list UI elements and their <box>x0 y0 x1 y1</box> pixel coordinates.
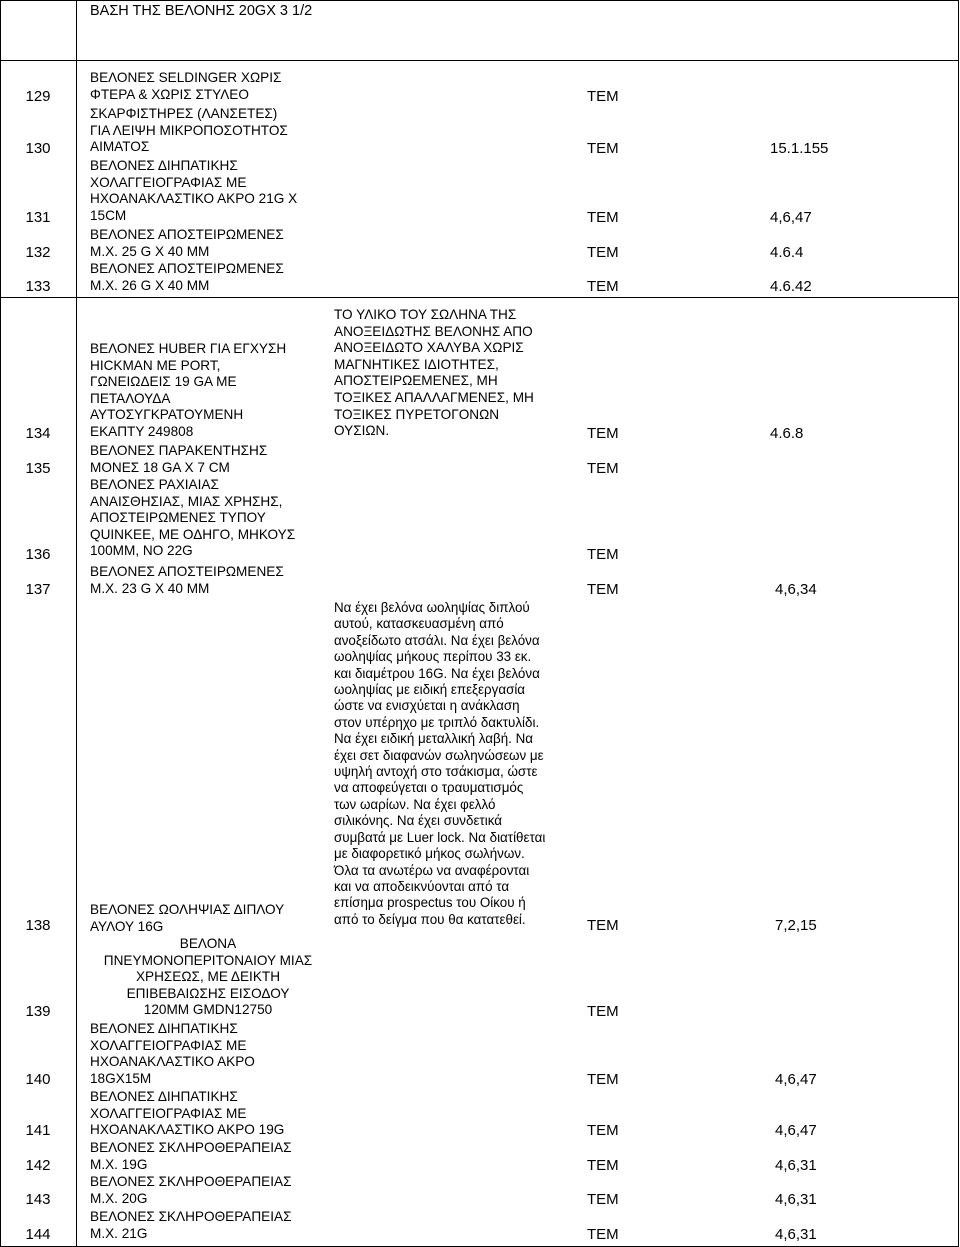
row-number: 134 <box>25 425 51 442</box>
column-divider <box>76 0 77 1247</box>
item-description: ΒΕΛΟΝΑ ΠΝΕΥΜΟΝΟΠΕΡΙΤΟΝΑΙΟΥ ΜΙΑΣ ΧΡΗΣΕΩΣ, ΜΕ ΔΕΙΚΤΗ ΕΠΙΒΕΒΑΙΩΣΗΣ ΕΙΣΟΔΟΥ 120ΜΜ GMDN12750 <box>103 936 313 1018</box>
item-description: ΒΕΛΟΝΕΣ ΣΚΛΗΡΟΘΕΡΑΠΕΙΑΣ Μ.Χ. 19G <box>90 1140 292 1172</box>
item-specification: ΤΟ ΥΛΙΚΟ ΤΟΥ ΣΩΛΗΝΑ ΤΗΣ ΑΝΟΞΕΙΔΩΤΗΣ ΒΕΛΟΝΗΣ ΑΠΟ ΑΝΟΞΕΙΔΩΤΟ ΧΑΛΥΒΑ ΧΩΡΙΣ ΜΑΓΝΗΤΙΚΕΣ ΙΔΙΟΤΗΤΕΣ, ΑΠΟΣΤΕΙΡΩΕΜΕΝΕΣ, ΜΗ ΤΟΞΙΚΕΣ ΑΠΑΛΛΑΓΜΕΝΕΣ, ΜΗ ΤΟΞΙΚΕΣ ΠΥΡΕΤΟΓΟΝΩΝ ΟΥΣΙΩΝ. <box>334 307 534 439</box>
row-number: 139 <box>25 1003 51 1020</box>
item-unit: ΤΕΜ <box>587 1003 619 1020</box>
item-code: 4.6.8 <box>770 425 804 442</box>
item-unit: ΤΕΜ <box>587 278 619 295</box>
row-number: 135 <box>25 460 51 477</box>
item-code: 4,6,34 <box>775 581 817 598</box>
row-number: 137 <box>25 581 51 598</box>
item-description: ΒΕΛΟΝΕΣ ΩΟΛΗΨΙΑΣ ΔΙΠΛΟΥ ΑΥΛΟΥ 16G <box>90 902 285 934</box>
item-unit: ΤΕΜ <box>587 244 619 261</box>
item-code: 4,6,31 <box>775 1226 817 1243</box>
row-border <box>0 297 959 298</box>
row-number: 136 <box>25 546 51 563</box>
item-unit: ΤΕΜ <box>587 425 619 442</box>
item-unit: ΤΕΜ <box>587 209 619 226</box>
item-description: ΒΕΛΟΝΕΣ ΡΑΧΙΑΙΑΣ ΑΝΑΙΣΘΗΣΙΑΣ, ΜΙΑΣ ΧΡΗΣΗΣ, ΑΠΟΣΤΕΙΡΩΜΕΝΕΣ ΤΥΠΟΥ QUINKEE, ΜΕ ΟΔΗΓΟ, ΜΗΚΟΥΣ 100ΜΜ, ΝΟ 22G <box>90 477 296 559</box>
item-code: 4,6,47 <box>775 1071 817 1088</box>
item-unit: ΤΕΜ <box>587 1191 619 1208</box>
item-unit: ΤΕΜ <box>587 581 619 598</box>
item-description: ΒΕΛΟΝΕΣ ΔΙΗΠΑΤΙΚΗΣ ΧΟΛΑΓΓΕΙΟΓΡΑΦΙΑΣ ΜΕ ΗΧΟΑΝΑΚΛΑΣΤΙΚΟ ΑΚΡΟ 21G Χ 15CM <box>90 158 298 223</box>
item-unit: ΤΕΜ <box>587 140 619 157</box>
row-number: 138 <box>25 917 51 934</box>
item-description: ΒΕΛΟΝΕΣ ΑΠΟΣΤΕΙΡΩΜΕΝΕΣ Μ.Χ. 26 G X 40 MM <box>90 261 284 293</box>
row-number: 142 <box>25 1157 51 1174</box>
item-code: 15.1.155 <box>770 140 829 157</box>
header-title: ΒΑΣΗ ΤΗΣ ΒΕΛΟΝΗΣ 20GX 3 1/2 <box>90 3 313 19</box>
item-description: ΒΕΛΟΝΕΣ HUBER ΓΙΑ ΕΓΧΥΣΗ HICKMAN ΜΕ PORT, ΓΩΝΕΙΩΔΕΙΣ 19 GA ΜΕ ΠΕΤΑΛΟΥΔΑ ΑΥΤΟΣΥΓΚΡΑΤΟΥΜΕΝΗ ΕΚΑΠΤΥ 249808 <box>90 341 287 439</box>
item-description: ΒΕΛΟΝΕΣ ΔΙΗΠΑΤΙΚΗΣ ΧΟΛΑΓΓΕΙΟΓΡΑΦΙΑΣ ΜΕ ΗΧΟΑΝΑΚΛΑΣΤΙΚΟ ΑΚΡΟ 19G <box>90 1089 285 1138</box>
item-specification: Να έχει βελόνα ωοληψίας διπλού αυτού, κατασκευασμένη από ανοξείδωτο ατσάλι. Να έχει βελόνα ωοληψίας μήκους περίπου 33 εκ. και διαμέτρου 16G. Να έχει βελόνα ωοληψίας με ειδική επεξεργασία ώστε να ενισχύεται η ανάκλαση στον υπέρηχο με τριπλό δακτυλίδι. Να έχει ειδική μεταλλική λαβή. Να έχει σετ διαφανών σωληνώσεων με υψηλή αντοχή στο τσάκισμα, ώστε να αποφεύγεται ο τραυματισμός των ωαρίων. Να έχει φελλό σιλικόνης. Να έχει συνδετικά συμβατά με Luer lock. Να διατίθεται με διαφορετικό μήκος σωλήνων. Όλα τα ανωτέρω να αναφέρονται και να αποδεικνύονται από τα επίσημα prospectus του Οίκου ή από το δείγμα που θα κατατεθεί. <box>334 600 546 927</box>
item-code: 4,6,47 <box>775 1122 817 1139</box>
table-right-border <box>958 0 959 1247</box>
row-number: 129 <box>25 88 51 105</box>
item-description: ΒΕΛΟΝΕΣ ΔΙΗΠΑΤΙΚΗΣ ΧΟΛΑΓΓΕΙΟΓΡΑΦΙΑΣ ΜΕ ΗΧΟΑΝΑΚΛΑΣΤΙΚΟ ΑΚΡΟ 18GX15M <box>90 1021 255 1086</box>
item-code: 4,6,47 <box>770 209 812 226</box>
item-unit: ΤΕΜ <box>587 1226 619 1243</box>
item-code: 7,2,15 <box>775 917 817 934</box>
row-number: 130 <box>25 140 51 157</box>
item-description: ΒΕΛΟΝΕΣ ΑΠΟΣΤΕΙΡΩΜΕΝΕΣ Μ.Χ. 25 G X 40 MM <box>90 227 284 259</box>
item-code: 4,6,31 <box>775 1157 817 1174</box>
item-code: 4.6.4 <box>770 244 804 261</box>
item-code: 4.6.42 <box>770 278 812 295</box>
item-description: ΒΕΛΟΝΕΣ ΣΚΛΗΡΟΘΕΡΑΠΕΙΑΣ Μ.Χ. 21G <box>90 1209 292 1241</box>
item-description: ΒΕΛΟΝΕΣ ΑΠΟΣΤΕΙΡΩΜΕΝΕΣ Μ.Χ. 23 G X 40 MM <box>90 564 284 596</box>
item-description: ΒΕΛΟΝΕΣ ΠΑΡΑΚΕΝΤΗΣΗΣ ΜΟΝΕΣ 18 GA X 7 CM <box>90 443 268 475</box>
item-unit: ΤΕΜ <box>587 1122 619 1139</box>
item-description: ΣΚΑΡΦΙΣΤΗΡΕΣ (ΛΑΝΣΕΤΕΣ) ΓΙΑ ΛΕΙΨΗ ΜΙΚΡΟΠΟΣΟΤΗΤΟΣ ΑΙΜΑΤΟΣ <box>90 106 288 155</box>
item-unit: ΤΕΜ <box>587 88 619 105</box>
row-number: 140 <box>25 1071 51 1088</box>
row-number: 132 <box>25 244 51 261</box>
row-number: 131 <box>25 209 51 226</box>
item-code: 4,6,31 <box>775 1191 817 1208</box>
item-unit: ΤΕΜ <box>587 460 619 477</box>
item-unit: ΤΕΜ <box>587 1071 619 1088</box>
item-unit: ΤΕΜ <box>587 546 619 563</box>
row-number: 133 <box>25 278 51 295</box>
row-number: 144 <box>25 1226 51 1243</box>
table-left-border <box>0 0 1 1247</box>
item-description: ΒΕΛΟΝΕΣ ΣΚΛΗΡΟΘΕΡΑΠΕΙΑΣ Μ.Χ. 20G <box>90 1174 292 1206</box>
item-unit: ΤΕΜ <box>587 917 619 934</box>
item-description: ΒΕΛΟΝΕΣ SELDINGER ΧΩΡΙΣ ΦΤΕΡΑ & ΧΩΡΙΣ ΣΤΥΛΕΟ <box>90 70 282 102</box>
item-unit: ΤΕΜ <box>587 1157 619 1174</box>
row-number: 141 <box>25 1122 51 1139</box>
row-border <box>0 60 959 61</box>
row-number: 143 <box>25 1191 51 1208</box>
row-border <box>0 0 959 1</box>
